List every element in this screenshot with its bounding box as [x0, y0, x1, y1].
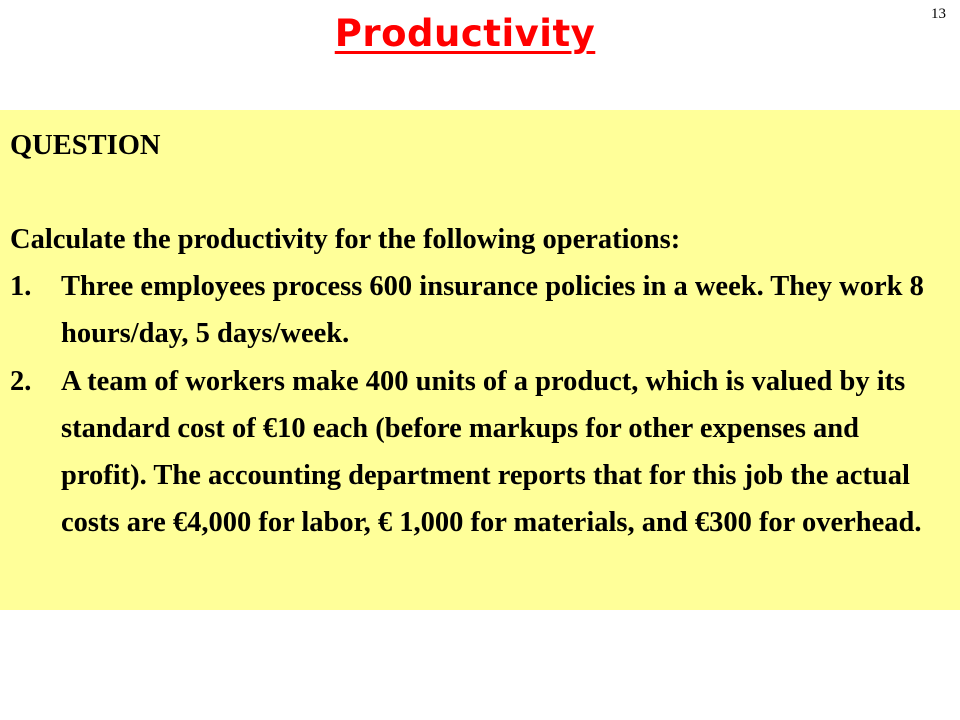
- question-intro: Calculate the productivity for the following operations:: [10, 224, 681, 256]
- question-box: [0, 110, 960, 610]
- question-list: [10, 263, 950, 546]
- question-item: [10, 263, 950, 357]
- page-number: 13: [931, 6, 946, 22]
- question-item-number: 2.: [10, 365, 32, 397]
- spacer: [10, 169, 950, 216]
- question-heading: QUESTION: [10, 130, 161, 161]
- question-item-text: A team of workers make 400 units of a product, which is valued by its standard cost of €10 each (before markups for other expenses and profit). The accounting department reports that for this job the actual costs are €4,000 for labor, € 1,000 for materials, and €300 for overhead.: [61, 365, 922, 539]
- question-item-text: Three employees process 600 insurance policies in a week. They work 8 hours/day, 5 days/week.: [61, 271, 924, 350]
- question-item-number: 1.: [10, 271, 32, 303]
- question-item: [10, 358, 950, 547]
- slide-title: Productivity: [334, 12, 596, 55]
